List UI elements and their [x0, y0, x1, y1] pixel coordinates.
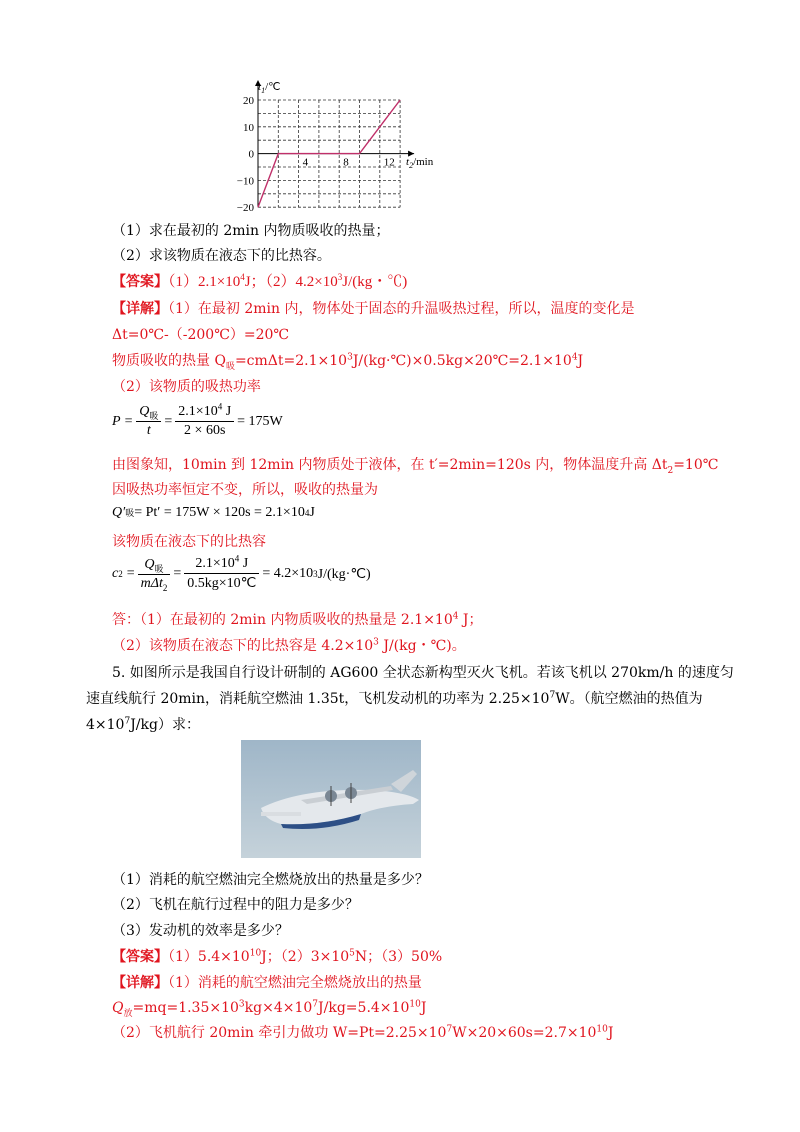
answer-tag: 【答案】 [112, 274, 168, 290]
detail-tag-5: 【详解】 [112, 975, 168, 991]
y-tick-label: 20 [243, 95, 254, 107]
x-axis-label: $t_2/\min$ [406, 156, 434, 170]
temperature-time-chart [230, 78, 450, 214]
specific-heat-equation: c 2 = $\frac{Q_吸}{m\Delta t_2}$ = $\frac{2.1\times 10^4 J}{0.5kg\times 10℃}$ = 4.2×10 3 J/(kg·℃) [112, 553, 371, 593]
y-tick-label: −10 [236, 175, 254, 188]
detail-line-5: 由图象知，10min 到 12min 内物质处于液体，在 t′=2min=120s 内，物体温度升高 $\Delta t_2=10℃$ [112, 457, 719, 476]
detail-line-3: 物质吸收的热量 $Q_吸=cm\Delta t=2.1\times 10^3J/(kg\cdot℃)\times 0.5kg\times 20℃=2.1\times 10^4J$ [112, 352, 584, 372]
final-answer-1: 答：（1）在最初的 2min 内物质吸收的热量是 $2.1\times 10^4$ J； [112, 611, 483, 628]
problem-5-question-1: （1）消耗的航空燃油完全燃烧放出的热量是多少？ [112, 872, 429, 888]
question-1: （1）求在最初的 2min 内物质吸收的热量； [112, 223, 390, 239]
answer-1: $(1)2.1\times 10^4J$；$(2)4.2\times 10^3J/(kg$・℃) [168, 272, 408, 290]
heat-equation: Q′ 吸 = Pt′ = 175W × 120s = 2.1×10 4 J [112, 505, 315, 520]
final-answer-2: （2）该物质在液态下的比热容是 $4.2\times 10^3$ J/(kg・℃)。 [112, 637, 466, 654]
y-tick-label: −20 [236, 202, 254, 214]
problem-5-detail-1: 【详解】（1）消耗的航空燃油完全燃烧放出的热量 [112, 975, 422, 991]
chart-tick-labels [237, 95, 395, 214]
chart-axes [255, 80, 414, 207]
detail-line-4: （2）该物质的吸热功率 [112, 379, 261, 395]
problem-5-detail-3: （2）飞机航行 20min 牵引力做功 $W=Pt=2.25\times 10^7W\times 20\times 60s=2.7\times 10^{10}J$ [112, 1024, 614, 1041]
answer-tag-5: 【答案】 [112, 949, 168, 965]
y-axis-label: $t_1/℃$ [258, 81, 281, 95]
problem-5-detail-2: $Q_放=mq=1.35\times 10^3kg\times 4\times 10^7J/kg=5.4\times 10^{10}J$ [112, 999, 427, 1019]
question-2: （2）求该物质在液态下的比热容。 [112, 248, 331, 264]
problem-5-question-2: （2）飞机在航行过程中的阻力是多少？ [112, 897, 359, 913]
problem-5-line-2: 速直线航行 20min，消耗航空燃油 1.35t，飞机发动机的功率为 $2.25\times 10^7W$。（航空燃油的热值为 [86, 690, 703, 707]
detail-line-1: 【详解】（1）在最初 2min 内，物体处于固态的升温吸热过程，所以，温度的变化是 [112, 301, 635, 317]
detail-line-2: Δt=0℃-（-200℃）=20℃ [112, 327, 290, 343]
x-tick-label: 12 [383, 156, 395, 169]
power-equation: P = $\frac{Q_吸}{t}$ = $\frac{2.1\times 10^4 J}{2 \times 60s}$ = 175W [112, 401, 283, 438]
answer-line [112, 273, 407, 291]
problem-5-answer: 【答案】$(1)5.4\times 10^{10}J$；$(2)3\times 10^5N$；（3）50% [112, 948, 443, 965]
detail-line-7: 该物质在液态下的比热容 [112, 534, 266, 550]
aircraft-photo [241, 740, 421, 858]
y-tick-label: 10 [243, 121, 254, 134]
detail-tag: 【详解】 [112, 301, 168, 317]
x-tick-label: 8 [343, 156, 349, 169]
problem-5-question-3: （3）发动机的效率是多少？ [112, 923, 289, 939]
detail-line-6: 因吸热功率恒定不变，所以，吸收的热量为 [112, 482, 378, 498]
y-tick-label: 0 [248, 148, 254, 161]
problem-5-line-1: 5. 如图所示是我国自行设计研制的 AG600 全状态新构型灭火飞机。若该飞机以 270km/h 的速度匀 [112, 665, 734, 681]
x-tick-label: 4 [302, 156, 309, 169]
problem-5-line-3: $4\times 10^7J/kg$）求： [86, 716, 200, 733]
